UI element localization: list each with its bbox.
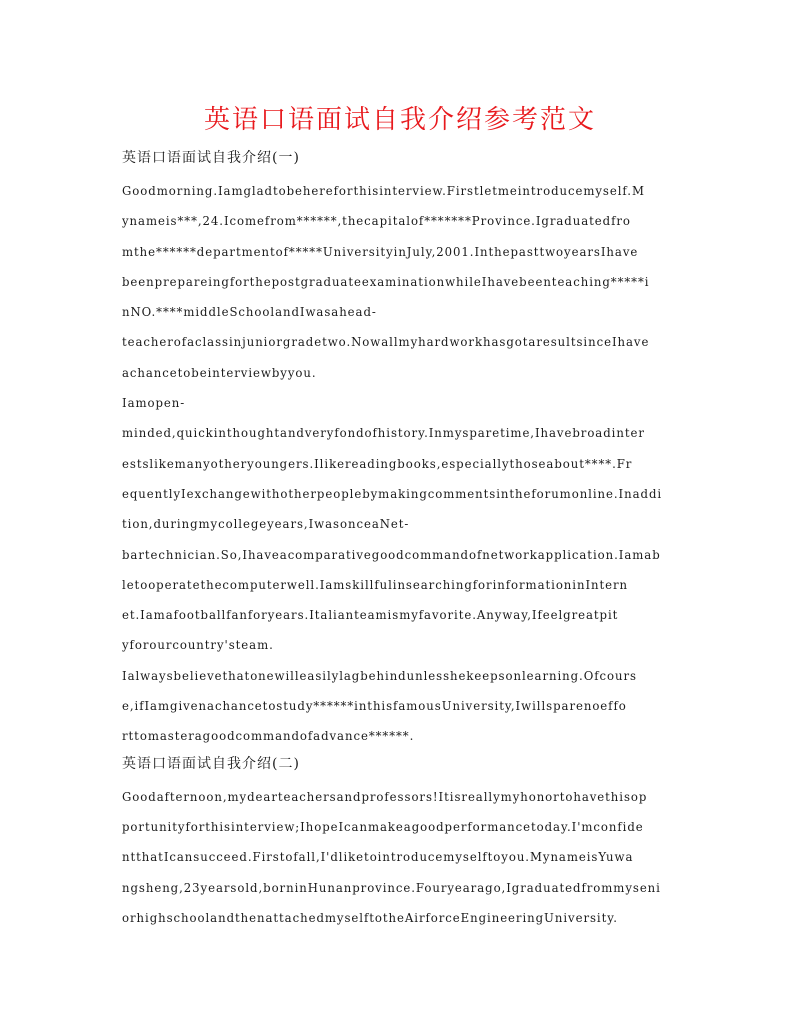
section-heading-2: 英语口语面试自我介绍(二) [122,755,300,772]
section-heading-1: 英语口语面试自我介绍(一) [122,150,300,166]
text-line: yforourcountry'steam. [122,638,274,653]
text-line: letooperatethecomputerwell.IamskillfulinsearchingforinformationinIntern [122,577,629,592]
document-title: 英语口语面试自我介绍参考范文 [203,105,596,135]
text-line: Ialwaysbelievethatonewilleasilylagbehindunlesshekeepsonlearning.Ofcours [122,668,637,683]
section-body-1 [122,176,678,752]
text-line: portunityforthisinterview;IhopeIcanmakeagoodperformancetoday.I'mconfide [122,819,644,834]
text-line: Goodafternoon,mydearteachersandprofessors!Itisreallymyhonortohavethisop [122,789,648,804]
text-line: beenprepareingforthepostgraduateexaminationwhileIhavebeenteaching*****i [122,274,650,289]
text-line: estslikemanyotheryoungers.Ilikereadingbooks,especiallythoseabout****.Fr [122,456,633,471]
text-line: nNO.****middleSchoolandIwasahead- [122,305,377,320]
text-line: tion,duringmycollegeyears,IwasonceaNet- [122,517,410,532]
text-line: minded,quickinthoughtandveryfondofhistory.Inmysparetime,Ihavebroadinter [122,426,645,441]
text-line: e,ifIamgivenachancetostudy******inthisfamousUniversity,Iwillsparenoeffo [122,699,627,714]
text-line: et.Iamafootballfanforyears.Italianteamismyfavorite.Anyway,Ifeelgreatpit [122,608,619,623]
text-line: teacherofaclassinjuniorgradetwo.NowallmyhardworkhasgotaresultsinceIhave [122,335,650,350]
text-line: ntthatIcansucceed.Firstofall,I'dliketointroducemyselftoyou.MynameisYuwa [122,850,634,865]
text-line: Goodmorning.Iamgladtobehereforthisinterview.Firstletmeintroducemyself.M [122,184,645,198]
text-line: bartechnician.So,Ihaveacomparativegoodcommandofnetworkapplication.Iamab [122,547,661,562]
document-body [122,146,678,933]
text-line: Iamopen- [122,396,186,411]
text-line: achancetobeinterviewbyyou. [122,365,317,380]
text-line: orhighschoolandthenattachedmyselftotheAirforceEngineeringUniversity. [122,910,618,925]
text-line: equentlyIexchangewithotherpeoplebymakingcommentsintheforumonline.Inaddi [122,486,663,501]
section-body-2 [122,782,678,933]
text-line: ynameis***,24.Icomefrom******,thecapitalof*******Province.Igraduatedfro [122,214,631,229]
text-line: mthe******departmentof*****UniversityinJuly,2001.InthepasttwoyearsIhave [122,244,639,259]
text-line: rttomasteragoodcommandofadvance******. [122,729,415,744]
text-line: ngsheng,23yearsold,borninHunanprovince.Fouryearago,Igraduatedfrommyseni [122,880,661,895]
